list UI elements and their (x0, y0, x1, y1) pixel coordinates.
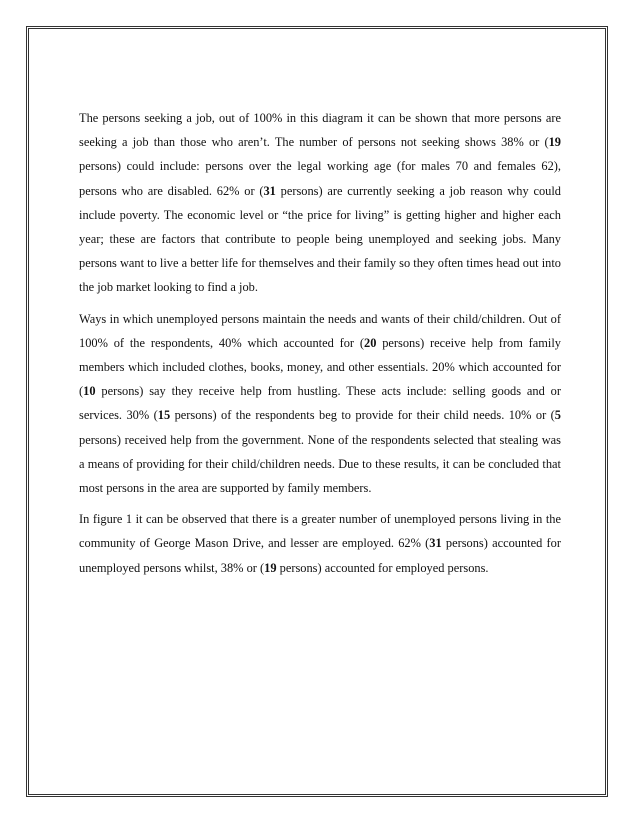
bold-count: 5 (554, 408, 561, 423)
bold-count: 19 (264, 560, 277, 575)
text-segment: persons) accounted for employed persons. (276, 560, 489, 575)
text-segment: persons) received help from the government. None of the respondents selected that stealing was a means of providing for their child/children needs. Due to these results, it can be concluded that most persons in the area are supported by family members. (79, 432, 561, 496)
paragraph-figure-1 (79, 507, 561, 580)
paragraph-job-seeking (79, 106, 561, 300)
bold-count: 31 (429, 536, 442, 551)
bold-count: 10 (83, 384, 96, 399)
text-segment: In figure 1 it can be observed that there is a greater number of unemployed persons living in the community of George Mason Drive, and lesser are employed. 62% ( (79, 512, 561, 551)
text-segment: persons) could include: persons over the legal working age (for males 70 and females 62), persons who are disabled. 62% or ( (79, 159, 561, 198)
text-segment: persons) say they receive help from hustling. These acts include: selling goods and or services. 30% ( (79, 384, 561, 423)
document-body (79, 106, 561, 587)
bold-count: 20 (364, 335, 377, 350)
bold-count: 31 (263, 183, 276, 198)
text-segment: persons) of the respondents beg to provide for their child needs. 10% or ( (170, 408, 555, 423)
bold-count: 19 (548, 135, 561, 150)
paragraph-child-needs (79, 307, 561, 501)
text-segment: The persons seeking a job, out of 100% in this diagram it can be shown that more persons are seeking a job than those who aren’t. The number of persons not seeking shows 38% or ( (79, 111, 561, 150)
text-segment: persons) receive help from family members which included clothes, books, money, and other essentials. 20% which accounted for ( (79, 335, 561, 399)
bold-count: 15 (157, 408, 171, 423)
text-segment: persons) are currently seeking a job reason why could include poverty. The economic level or “the price for living” is getting higher and higher each year; these are factors that contribute to people being unemployed and seeking jobs. Many persons want to live a better life for themselves and their family so they often times head out into the job market looking to find a job. (79, 183, 561, 295)
text-segment: Ways in which unemployed persons maintain the needs and wants of their child/children. Out of 100% of the respondents, 40% which accounted for ( (79, 311, 561, 350)
text-segment: persons) accounted for unemployed persons whilst, 38% or ( (79, 536, 561, 575)
